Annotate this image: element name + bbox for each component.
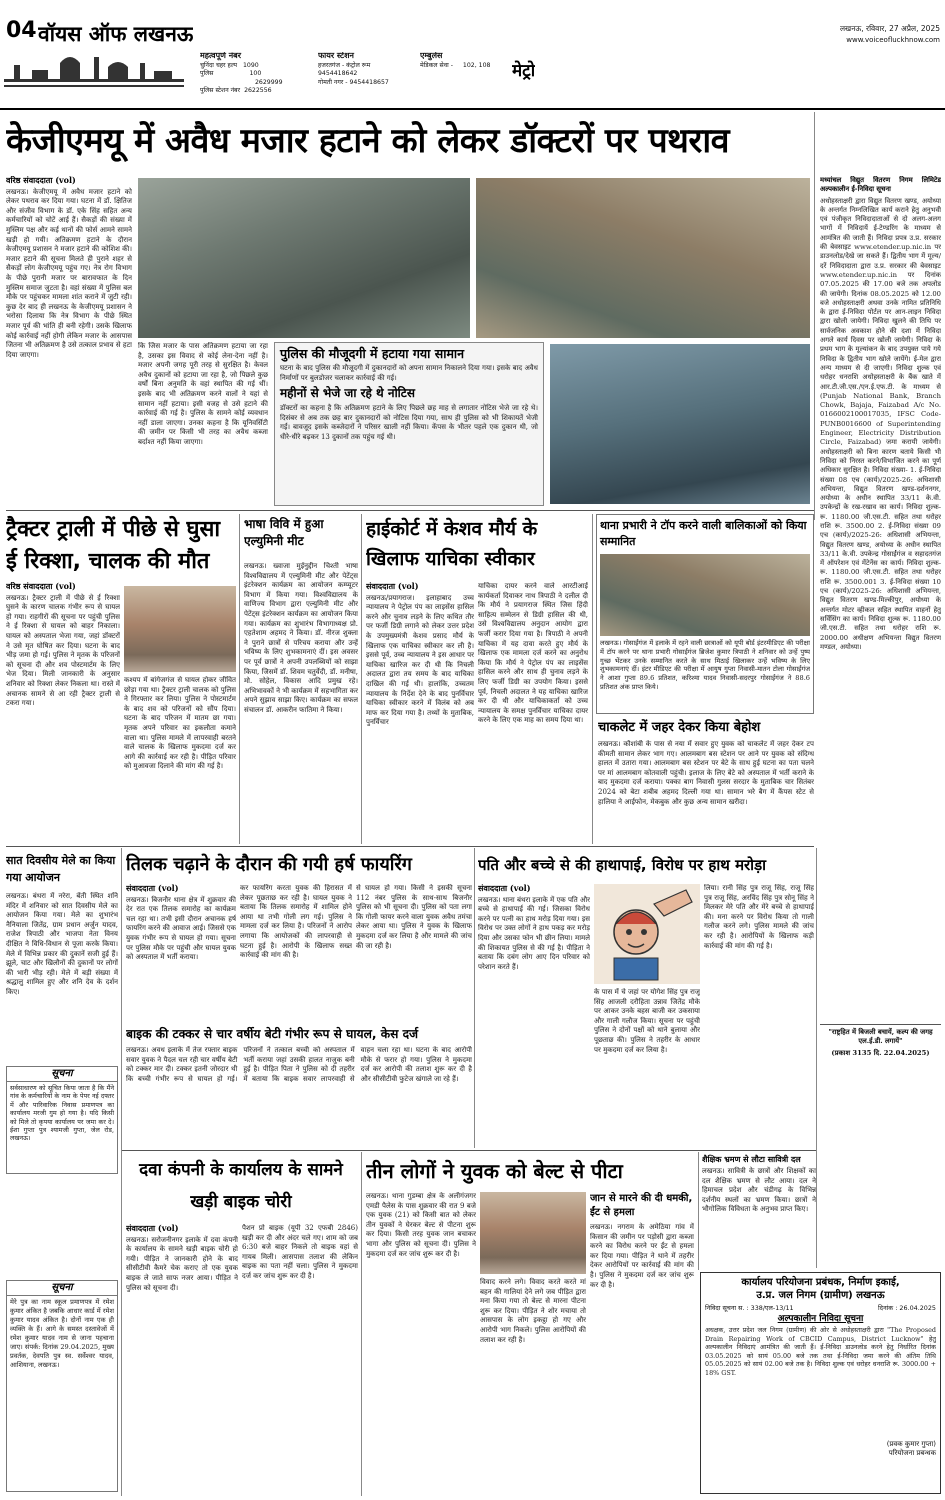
belt-col2 (480, 1192, 586, 1492)
helpline-row: चुनिंदा चहर हल्प 1090 (200, 62, 259, 70)
belt-col1 (366, 1192, 476, 1492)
helpline-fire-title: फायर स्टेशन (318, 52, 354, 60)
lead-text-1: लखनऊ। केजीएमयू में अवैध मजार हटाने को लेकर पथराव कर दिया गया। घटना में डॉ. क्षितिज और संजीव विभाग के डॉ. एके सिंह सहित अन्य कर्मचारियों को चोटें आई हैं। सैकड़ों की संख्या में मुस्लिम पक्ष और कई थानों की फोर्स आमने सामने खड़ी हो गयी। अतिक्रमण हटाने के दौरान केजीएमयू प्रशासन ने मजार हटाने की कोशिश की। मजार हटाने की सूचना मिलते ही पुराने शहर से सैकड़ों लोग केजीएमयू पहुंच गए। नेत्र रोग विभाग के पीछे पुरानी मजार पर बारावफात के दिन मुस्लिम समाज जुटता है। वहां संख्या में पुलिस बल मौके पर पहुंचकर मामला शांत कराने में जुटी रही। कुछ देर बाद ही लखनऊ के केजीएमयू प्रशासन ने भरोसा दिलाया कि नेत्र विभाग के पीछे स्थित मजार पूर्व की भांति ही बनी रहेगी। उसके खिलाफ कोई कार्रवाई नहीं होगी लेकिन मजार के आसपास जितना भी अतिक्रमण है उसे तत्काल प्रभाव से हटा दिया जाएगा। (6, 187, 132, 359)
tilak-col2 (240, 884, 352, 1020)
jal-nigam-subject: अल्पकालीन निविदा सूचना (777, 1314, 864, 1324)
hc-col1 (366, 582, 474, 844)
belt-sub-title: जान से मारने की दी धमकी, ईंट से हमला (590, 1193, 693, 1218)
shaikshik-title: शैक्षिक भ्रमण से लौटा सावित्री दल (702, 1155, 801, 1164)
bike-theft-col2 (242, 1224, 358, 1492)
tilak-text-1: लखनऊ। बिजनौर थाना क्षेत्र में शुक्रवार की देर रात एक तिलक समारोह का कार्यक्रम चल रहा था। तभी इसी दौरान अचानक हर्ष फायरिंग करने की आवाज आई। जिससे एक युवक गंभीर रूप से घायल हो गया। सूचना पर पुलिस मौके पर पहुंची और घायल युवक को अस्पताल में भर्ती कराया। (126, 895, 236, 962)
helpline-ambulance-title: एम्बुलेंस (420, 52, 443, 60)
tractor-col1 (6, 582, 120, 844)
bike-accident-body: लखनऊ। अवध इलाके में तेज रफ्तार बाइक सवार युवक ने पैदल चल रही चार वर्षीय बेटी को टक्कर मार दी। टक्कर इतनी जोरदार थी कि बच्ची गंभीर रूप से घायल हो गई। परिजनों ने तत्काल बच्ची को अस्पताल में भर्ती कराया जहां उसकी हालत नाजुक बनी हुई है। पीड़ित पिता ने पुलिस को दी तहरीर में बताया कि बाइक सवार लापरवाही से वाहन चला रहा था। घटना के बाद आरोपी मौके से फरार हो गया। पुलिस ने मुकदमा दर्ज कर आरोपी की तलाश शुरू कर दी है और सीसीटीवी फुटेज खंगाले जा रहे हैं। (126, 1046, 472, 1083)
lead-photo-hospital (550, 344, 810, 504)
pati-byline: संवाददाता (vol) (478, 884, 531, 893)
column-divider (239, 514, 240, 844)
column-divider (361, 1152, 362, 1496)
tilak-col3 (356, 884, 472, 1020)
mela-body: लखनऊ। बंथरा में नरेरा, बेंती स्थित शनि मंदिर में शनिवार को सात दिवसीय मेले का आयोजन किया गया। मेले का शुभारंभ नैनियाला जितेंद्र, ग्राम प्रधान अर्जुन यादव, राजेश त्रिपाठी और भाजपा नेता विनय दीक्षित ने विधि-विधान से पूजा करके किया। मेले में विभिन्न प्रकार की दुकानें सजी हुई हैं। झूले, चाट और खिलौनों की दुकानों पर लोगों की भारी भीड़ रही। मेले में बड़ी संख्या में श्रद्धालु शामिल हुए और शनि देव के दर्शन किए। (6, 892, 118, 996)
tilak-col1 (126, 884, 236, 1020)
thana-photo (600, 554, 810, 636)
lead-col2 (138, 342, 268, 506)
pati-illustration (594, 884, 700, 984)
tender-body: अधोहस्ताक्षरी द्वारा विद्युत वितरण खण्ड, अयोध्या के अन्तर्गत निम्नलिखित कार्य कराने हेतु अनुभवी एवं पंजीकृत निविदादाताओं से दो अलग-अलग भागों में निविदायें ई-टेण्डरिंग के माध्यम से आमंत्रित की जाती हैं। निविदा प्रपत्र उ.प्र. सरकार की बेवसाइट www.etender.up.nic.in पर डाउनलोड/देखे जा सकते हैं। द्वितीय भाग में मूल्य/दरें निविदादाता द्वारा उ.प्र. सरकार की बेवसाइट www.etender.up.nic.in पर दिनांक 07.05.2025 की 17.00 बजे तक अपलोड की जायेगी। दिनांक 08.05.2025 को 12.00 बजे अधोहस्ताक्षरी अथवा उनके नामित प्रतिनिधि के द्वारा ई-निविदा पोर्टल पर आन-लाइन निविदा द्वारा खोली जायेगी। निविदा खुलने की तिथि पर सार्वजनिक अवकाश होने की दशा में निविदा अगले कार्य दिवस पर खोली जायेगी। निविदा के प्रथम भाग के मूल्यांकन के बाद उपयुक्त पाये गये निविदा के द्वितीय भाग खोले जायेंगे। ई-मेल द्वारा अन्य माध्यम से दी जाएगी। निविदा शुल्क एवं धरोहर धनराशि अधोहस्ताक्षरी के बैंक खाते में आर.टी.जी.एस./एन.ई.एफ.टी. के माध्यम से (Punjab National Bank, Branch Chowk, Bajaja, Faizabad A/c No. 0166002100017035, IFSC Code-PUNB0016600 of Superintending Engineer, Electricity Distribution Circle, Faizabad) जमा करायी जायेगी। अधोहस्ताक्षरी को बिना कारण बताये किसी भी निविदा को निरस्त करने/विभाजित करने का पूर्ण अधिकार सुरक्षित है। निविदा संख्या- 1. ई-निविदा संख्या 08 एच (कार्य)/2025-26: अधिशासी अभियन्ता, विद्युत वितरण खण्ड-दर्शननगर, अयोध्या के अधीन स्थापित 33/11 के.वी. उपकेन्द्रों के रख-रखाव का कार्य। निविदा शुल्क- रू. 1180.00 जी.एस.टी. सहित तथा धरोहर राशि रू. 3500.00 2. ई-निविदा संख्या 09 एच (कार्य)/2025-26: अधिशासी अभियन्ता, विद्युत वितरण खण्ड, अयोध्या के अधीन स्थापित 33/11 के.वी. उपकेन्द्र गोसाईंगंज व सहादतगंज में ऑपरेशन एवं मेंटेनेंस का कार्य। निविदा शुल्क- रू. 1180.00 जी.एस.टी. सहित तथा धरोहर राशि रू. 3500.001 3. ई-निविदा संख्या 10 एच (कार्य)/2025-26: अधिशासी अभियन्ता, विद्युत वितरण खण्ड-मिल्कीपुर, अयोध्या के अन्तर्गत मोटर व्हीकल सहित स्थापित वाहनों हेतु सर्विसिंग का कार्य। निविदा शुल्क रू. 1180.00 जी.एस.टी. सहित तथा धरोहर राशि रू. 2000.00 अधीक्षण अभियन्ता विद्युत वितरण मण्डल, अयोध्या। (820, 196, 941, 651)
tilak-text-2: कर फायरिंग करता युवक की हिरासत में लेकर पूछताछ कर रही है। घायल युवक ने बताया कि तिलक समारोह में शामिल होने आया था तभी गोली लग गई। पुलिस ने मामला दर्ज कर लिया है। परिजनों ने आरोप लगाया कि आयोजकों की लापरवाही से घटना हुई है। आरोपी के खिलाफ सख्त कार्रवाई की मांग की है। (240, 884, 352, 960)
bike-theft-headline: दवा कंपनी के कार्यालय के सामने खड़ी बाइक चोरी (139, 1160, 343, 1212)
hc-byline: संवाददाता (vol) (366, 582, 419, 591)
tilak-text-3: से घायल हो गया। किसी ने इसकी सूचना 112 नंबर पुलिस के साथ-साथ बिजनौर पुलिस को भी सूचना दी। पुलिस को पता लगा कि गोली फायर करने वाला युवक अवैध तमंचा लेकर आया था। पुलिस ने युवक के खिलाफ मुकदमा दर्ज कर लिया है और मामले की जांच की जा रही है। (356, 884, 472, 950)
belt-photo (480, 1192, 586, 1274)
column-divider (361, 514, 362, 844)
bike-theft-col1 (126, 1224, 238, 1492)
column-divider (814, 112, 815, 520)
bike-theft-text-2: पैशन प्रो बाइक (यूपी 32 एफबी 2846) खड़ी कर दी और अंदर चले गए। शाम को जब 6:30 बजे बाहर निकले तो बाइक वहां से गायब मिली। आसपास तलाश की लेकिन बाइक का पता नहीं चला। पुलिस ने मुकदमा दर्ज कर जांच शुरू कर दी है। (242, 1224, 358, 1280)
helpline-row: 9454418642 (318, 70, 358, 78)
notice-2-body: मेरे पुत्र का नाम स्कूल प्रमाणपत्र में रमेश कुमार अंकित है जबकि आधार कार्ड में रमेश कुमार यादव अंकित है। दोनों नाम एक ही व्यक्ति के हैं। आगे के समस्त दस्तावेजों में रमेश कुमार यादव नाम से जाना पहचाना जाए। संपर्क: दिनांक 29.04.2025, मुख्य प्रवर्तक, देवपति पुत्र स्व. सर्वेश्वर यादव, आशियाना, लखनऊ। (10, 1298, 114, 1369)
hc-headline: हाईकोर्ट में केशव मौर्य के खिलाफ याचिका स्वीकार (366, 518, 538, 570)
helpline-ambulance (420, 52, 505, 107)
dateline: लखनऊ, रविवार, 27 अप्रैल, 2025 (839, 24, 940, 33)
tractor-photo (124, 586, 236, 672)
helpline-row: पुलिस 100 (200, 70, 262, 78)
lead-headline: केजीएमयू में अवैध मजार हटाने को लेकर डॉक्टरों पर पथराव (6, 121, 730, 161)
helpline-important-title: महत्वपूर्ण नंबर (200, 52, 241, 60)
helpline-row: हजरतगंज - कंट्रोल रूम (318, 62, 371, 70)
pati-text-2: के पास में चे जहां पर योगेश सिंह पुत्र राजू सिंह आजली दरौहिता उन्नाव जितेंद्र मौके पर आकर उनके बहस बाजी कर उकसाया और गाली गलौज किया। सूचना पर पहुंची पुलिस ने दोनों पक्षों को थाने बुलाया और पूछताछ की। पुलिस ने तहरीर के आधार पर मुकदमा दर्ज कर लिया है। (594, 988, 700, 1054)
belt-text-2: विवाद करने लगे। विवाद करते करते मां बहन की गालियां देने लगे जब पीड़ित द्वारा मना किया गया तो बेल्ट से मारना पीटना शुरू कर दिया। पीड़ित ने शोर मचाया तो आसपास के लोग इकट्ठा हो गए और आरोपी भाग निकले। पुलिस आरोपियों की तलाश कर रही है। (480, 1278, 586, 1344)
belt-headline: तीन लोगों ने युवक को बेल्ट से पीटा (366, 1159, 623, 1183)
helpline-fire (318, 52, 413, 107)
lead-byline: वरिष्ठ संवाददाता (vol) (6, 176, 76, 185)
removal-box-title: पुलिस की मौजूदगी में हटाया गया सामान (280, 346, 465, 361)
chalkat-body: लखनऊ। कौशांबी के पास से नया में सवार हुए युवक को चाकलेट में जहर देकर टप कीमती सामान लेकर भाग गए। आलमबाग बस स्टेशन पर आने पर युवक को संदिग्ध हालत में उतारा गया। आलमबाग बस स्टेशन पर बेटे के साथ हुई घटना का पता चलने पर मां आलमबाग कोतवाली पहुंची। इलाज के लिए बेटे को अस्पताल में भर्ती कराने के बाद मुकदमा दर्ज कराया। पक्का बाग निवासी गुलस सरदार के मुताबिक चार सितंबर 2024 को बेटा शबीब अहमद दिल्ली गया था। सामान भरे बैग में कैंपस स्टेट से हालिया ने आईफोन, मेकबुक और कुछ अन्य सामान खरीदा। (598, 740, 814, 806)
tilak-byline: संवाददाता (vol) (126, 884, 179, 893)
section-rule (6, 846, 814, 847)
column-divider (592, 514, 593, 844)
hc-text-2: याचिका दायर करने वाले आरटीआई कार्यकर्ता दिवाकर नाथ त्रिपाठी ने दलील दी कि मौर्य ने प्रयागराज स्थित जिस हिंदी साहित्य सम्मेलन से डिग्री हासिल की थी, उसे विश्वविद्यालय अनुदान आयोग द्वारा फर्जी करार दिया गया है। त्रिपाठी ने अपनी याचिका में यह दावा करते हुए मौर्य के खिलाफ एक मामला दर्ज करने का अनुरोध किया कि मौर्य ने पेट्रोल पंप का लाइसेंस हासिल करने और साथ ही चुनाव लड़ने के लिए फर्जी डिग्री का उपयोग किया। इससे पूर्व, निचली अदालत ने यह याचिका खारिज कर दी थी और याचिकाकर्ता को उच्च न्यायालय के समक्ष पुनर्विचार याचिका दायर करने के लिए एक माह का समय दिया था। (478, 582, 588, 725)
helpline-important (200, 52, 310, 107)
masthead (0, 0, 945, 110)
jal-nigam-tender (700, 1272, 941, 1494)
removal-box-para2: डॉक्टरों का कहना है कि अतिक्रमण हटाने के लिए पिछले छह माह से लगातार नोटिस भेजे जा रहे थे। दिसंबर से अब तक छह बार दुकानदारों को नोटिस दिया गया, साथ ही पुलिस को भी शिकायतें भेजी गईं। बावजूद इसके कब्जेदारों ने परिसर खाली नहीं किया। केंपस के भीतर पहले एक दुकान थी, जो धीरे-धीरे बढ़कर 13 दुकानों तक पहुंच गई थी। (280, 403, 538, 441)
pati-headline: पति और बच्चे से की हाथापाई, विरोध पर हाथ मरोड़ा (478, 856, 766, 874)
pati-text-1: लखनऊ। थाना बंथरा इलाके में एक पति और बच्चे से हाथापाई की गई। जिसका विरोध करने पर पत्नी का हाथ मरोड़ दिया गया। इस विरोध पर उक्त लोगों ने हाथ पकड़ कर मरोड़ दिया और उसका फोन भी छीन लिया। मामले की शिकायत पुलिस से की गई है। पीड़िता ने बताया कि दबंग लोग आए दिन परिवार को परेशान करते हैं। (478, 895, 590, 971)
helpline-row: मेडिकल सेवा - 102, 108 (420, 62, 491, 70)
page-number: 04 (6, 18, 37, 43)
jal-nigam-title-1: कार्यालय परियोजना प्रबंधक, निर्माण इकाई, (741, 1277, 900, 1288)
jal-nigam-ref-date: दिनांक : 26.04.2025 (878, 1304, 936, 1312)
column-divider (474, 848, 475, 1148)
helpline-row: 2629999 (255, 78, 283, 86)
notice-1-body: सर्वसाधारण को सूचित किया जाता है कि मैंने गांव के कर्मचारियों के नाम के पेपर नई दफ्तर में और पारिवारिक निवास प्रमाणपत्र का कार्यालय मरजी गुम हो गया है। यदि किसी को मिले तो कृपया कार्यालय पर जमा कर दे। ईशा गुप्ता पुत्र श्यामजी गुप्ता, जेल रोड, लखनऊ। (10, 1084, 114, 1143)
tender-ref: (प्रकाश 3135 दि. 22.04.2025) (831, 1048, 930, 1057)
section-rule (6, 510, 814, 511)
pati-col3 (704, 884, 814, 1146)
hc-text-1: लखनऊ/प्रयागराज। इलाहाबाद उच्च न्यायालय ने पेट्रोल पंप का लाइसेंस हासिल करने और चुनाव लड़ने के लिए कथित तौर पर फर्जी डिग्री लगाने को लेकर उत्तर प्रदेश के उपमुख्यमंत्री केशव प्रसाद मौर्य के खिलाफ एक याचिका स्वीकार कर ली है। इससे पूर्व, उच्च न्यायालय ने इस आधार पर याचिका खारिज कर दी थी कि निचली अदालत द्वारा तय समय के बाद याचिका दाखिल की गई थी। हालांकि, उच्चतम न्यायालय के निर्देश देने के बाद पुनर्विचार याचिका स्वीकार करने में विलंब को अब माफ कर दिया गया है। तथ्यों के मुताबिक, पुनर्विचार (366, 593, 474, 727)
tractor-headline: ट्रैक्टर ट्राली में पीछे से घुसा ई रिक्शा, चालक की मौत (6, 517, 221, 574)
section-label: मेट्रो (512, 61, 536, 81)
jal-nigam-title-2: उ.प्र. जल निगम (ग्रामीण) लखनऊ (756, 1290, 885, 1301)
thana-headline: थाना प्रभारी ने टॉप करने वाली बालिकाओं को किया सम्मानित (600, 519, 807, 548)
bike-accident-headline: बाइक की टक्कर से चार वर्षीय बेटी गंभीर रूप से घायल, केस दर्ज (126, 1027, 419, 1041)
pati-text-3: लिया। रानी सिंह पुत्र राजू सिंह, राजू सिंह पुत्र राजू सिंह, अरविंद सिंह पुत्र सोनू सिंह ने मिलकर मेरे पति और मेरे बच्चे से हाथापाई की। मना करने पर विरोध किया तो गाली गलौज करने लगे। पुलिस मामले की जांच कर रही है। आरोपियों के खिलाफ कड़ी कार्रवाई की मांग की गई है। (704, 884, 814, 950)
tender-slogan-box (820, 1024, 941, 1080)
column-divider (698, 1152, 699, 1270)
website: www.voiceofluckhnow.com (846, 36, 940, 44)
helpline-row: गोमती नगर - 9454418657 (318, 78, 389, 86)
tractor-col2 (124, 676, 236, 844)
belt-sub-story (590, 1192, 694, 1492)
thana-box (596, 514, 814, 714)
lead-text-2: कि जिस मजार के पास अतिक्रमण हटाया जा रहा है, उसका इस विवाद से कोई लेना-देना नहीं है। मजार अपनी जगह पूरी तरह से सुरक्षित है। केवल अवैध दुकानों को हटाया जा रहा है, जो पिछले कुछ वर्षों बिना अनुमति के वहां स्थापित की गई थीं। इसके बाद भी अतिक्रमण करने वालों ने यहां से सामान नहीं हटाया। इसी वजह से उसे हटाने की कार्रवाई की गई है। पुलिस के सामने कोई व्यवधान नहीं डाला जाएगा। उनका कहना है कि यूनिवर्सिटी की जमीन पर किसी भी तरह का अवैध कब्जा बर्दाश्त नहीं किया जाएगा। (138, 342, 268, 446)
tender-slogan: "राष्ट्रहित में बिजली बचायें, कल्प की जगह एल.ई.डी. लगायें" (828, 1028, 933, 1046)
jal-nigam-sign-title: परियोजना प्रबन्धक (888, 1449, 936, 1457)
bhasha-body: लखनऊ। ख्वाजा मुईनुद्दीन चिश्ती भाषा विश्वविद्यालय में एल्युमिनी मीट और पेटेंट्स इंटरेक्शन कार्यक्रम का आयोजन कम्प्यूटर विभाग में किया गया। विश्वविद्यालय के वाणिज्य विभाग द्वारा एल्युमिनी मीट और पेटेंट्स इंटरेक्शन कार्यक्रम का आयोजन किया गया। कार्यक्रम का शुभारंभ विभागाध्यक्ष प्रो. एहतेशाम अहमद ने किया। डॉ. नीरज शुक्ला ने पुराने छात्रों से परिचय कराया और उन्हें भविष्य के लिए शुभकामनाएं दीं। इस अवसर पर पूर्व छात्रों ने अपनी उपलब्धियों को साझा किया, जिसमें डॉ. शिवम चतुर्वेदी, डॉ. मनीषा, मो. सोहेल, विकास आदि प्रमुख रहे। अभिभावकों ने भी कार्यक्रम में सहभागिता कर अपने सुझाव साझा किए। कार्यक्रम का सफल संचालन डॉ. आकरीन फातिमा ने किया। (244, 562, 358, 714)
tractor-byline: वरिष्ठ संवाददाता (vol) (6, 582, 76, 591)
tender-title: मध्यांचल विद्युत वितरण निगम लिमिटेड अल्पकालीन ई-निविदा सूचना (820, 176, 941, 194)
removal-box-subtitle: महीनों से भेजे जा रहे थे नोटिस (280, 386, 415, 401)
notice-box-1 (6, 1066, 118, 1174)
jal-nigam-body: अधक्षक, उत्तर प्रदेश जल निगम (ग्रामीण) की ओर से अधोहस्ताक्षरी द्वारा "The Proposed Drain Repairing Work of CBCID Campus, District Lucknow" हेतु अल्पकालीन निविदाएं आमंत्रित की जाती हैं। ई-निविदा डाउनलोड करने हेतु निर्धारित दिनांक 03.05.2025 को सायं 05.00 बजे तक तथा ई-निविदा जमा करने की अंतिम तिथि 05.05.2025 को सायं 02.00 बजे तक है। निविदा शुल्क एवं धरोहर धनराशि रू. 3000.00 + 18% GST. (705, 1326, 936, 1377)
helpline-row: पुलिस स्टेशन नंबर 2622556 (200, 86, 272, 94)
bike-theft-byline: संवाददाता (vol) (126, 1224, 179, 1233)
skyline-illustration (4, 45, 184, 100)
tractor-text-1: लखनऊ। ट्रैक्टर ट्राली में पीछे से ई रिक्शा घुसने के कारण चालक गंभीर रूप से घायल हो गया। राहगीरों की सूचना पर पहुंची पुलिस ने ई रिक्शा से घायल को बाहर निकाला। घायल को अस्पताल भेजा गया, जहां डॉक्टरों ने उसे मृत घोषित कर दिया। घटना के बाद भीड़ जमा हो गई। पुलिस ने मृतक के परिजनों को सूचना दी और शव पोस्टमार्टम के लिए भेज दिया। मिली जानकारी के अनुसार शनिवार को रिक्शा लेकर निकला था। रास्ते में अचानक सामने से आ रही ट्रैक्टर ट्राली से टकरा गया। (6, 593, 120, 708)
column-divider (816, 848, 817, 1268)
thana-body: लखनऊ। गोसाईंगंज में इलाके में रहने वाली छात्राओं को यूपी बोर्ड इंटरमीडिएट की परीक्षा में टॉप करने पर थाना प्रभारी गोसाईंगंज ब्रिजेश कुमार त्रिपाठी ने शनिवार को उन्हें पुष्प गुच्छ भेंटकर उनके सम्मानित करते के साथ मिठाई खिलाकर उन्हें भविष्य के लिए शुभकामनाएं दीं। इंटर मीडिएट की परीक्षा में आयुष गुप्ता निवासी-मातन टोला गोसाईंगंज ने आशा गुप्ता 89.6 प्रतिशत, करिश्मा यादव निवासी-सदरपुर गोसाईंगंज ने 88.6 प्रतिशत अंक प्राप्त किये। (600, 639, 810, 691)
shaikshik-body: लखनऊ। सावित्री के छात्रों और शिक्षकों का दल शैक्षिक भ्रमण से लौट आया। दल ने हिमाचल प्रदेश और चंडीगढ़ के विभिन्न दर्शनीय स्थलों का भ्रमण किया। छात्रों ने भौगोलिक विविधता के अनुभव प्राप्त किए। (702, 1167, 816, 1214)
belt-sub-body: लखनऊ। नगराम के अमेठिया गांव में किसान की जमीन पर पड़ोसी द्वारा कब्जा करने का विरोध करने पर ईंट से हमला कर दिया गया। पीड़ित ने थाने में तहरीर देकर आरोपियों पर कार्रवाई की मांग की है। पुलिस ने मुकदमा दर्ज कर जांच शुरू कर दी है। (590, 1223, 694, 1289)
notice-2-title: सूचना (7, 1281, 117, 1296)
bike-theft-text-1: लखनऊ। सरोजनीनगर इलाके में दवा कंपनी के कार्यालय के सामने खड़ी बाइक चोरी हो गयी। पीड़ित ने जानकारी होने के बाद सीसीटीवी कैमरे चेक कराए तो एक युवक बाइक ले जाते साफ नजर आया। पीड़ित ने पुलिस को सूचना दी। (126, 1235, 238, 1292)
hc-col2 (478, 582, 588, 844)
jal-nigam-sign-name: (प्रवक कुमार गुप्ता) (886, 1440, 936, 1448)
removal-box (274, 342, 544, 506)
belt-text-1: लखनऊ। थाना गुडम्बा क्षेत्र के अलीगंजगर एमडी पैलेस के पास शुक्रवार की रात 9 बजे एक युवक (21) को किसी बात को लेकर तीन युवकों ने घेरकर बेल्ट से पीटना शुरू कर दिया। किसी तरह युवक जान बचाकर भागा और पुलिस को सूचना दी। पुलिस ने मुकदमा दर्ज कर जांच शुरू कर दी है। (366, 1192, 476, 1258)
notice-box-2 (6, 1280, 118, 1492)
shaikshik-box (702, 1154, 816, 1268)
mela-headline: सात दिवसीय मेले का किया गया आयोजन (6, 854, 116, 884)
lead-photo-police (476, 178, 810, 338)
pati-col1 (478, 884, 590, 1146)
tender-column (820, 176, 941, 1018)
lead-photo-crowd (138, 178, 470, 338)
section-rule (122, 1150, 816, 1151)
lead-col1 (6, 176, 132, 506)
tractor-text-2: कश्यप में बांगेजगंज से घायल होकर जीवित छोड़ा गया था। ट्रैक्टर ट्राली चालक को पुलिस ने गिरफ्तार कर लिया। पुलिस ने पोस्टमार्टम के बाद शव को परिजनों को सौंप दिया। घटना के बाद परिजन में मातम छा गया। मृतक अपने परिवार का इकलौता कमाने वाला था। पुलिस मामले में लापरवाही बरतने वाले चालक के खिलाफ मुकदमा दर्ज कर आगे की कार्रवाई कर रही है। पीड़ित परिवार को मुआवजा दिलाने की मांग की गई है। (124, 676, 236, 771)
bhasha-headline: भाषा विवि में हुआ एल्युमिनी मीट (244, 517, 324, 548)
chalkat-headline: चाकलेट में जहर देकर किया बेहोश (598, 720, 761, 735)
tilak-headline: तिलक चढ़ाने के दौरान की गयी हर्ष फायरिंग (126, 854, 412, 875)
notice-1-title: सूचना (7, 1067, 117, 1082)
column-divider (121, 848, 122, 1496)
pati-col2 (594, 988, 700, 1146)
removal-box-para1: घटना के बाद पुलिस की मौजूदगी में दुकानदारों को अपना सामान निकालने दिया गया। इसके बाद अवैध निर्माणों पर बुलडोजर चलाकर कार्रवाई की गई। (280, 364, 538, 382)
jal-nigam-ref-no: निविदा सूचना स. : 338/एल-13/11 (705, 1304, 794, 1312)
paper-name: वॉयस ऑफ लखनऊ (38, 22, 194, 46)
